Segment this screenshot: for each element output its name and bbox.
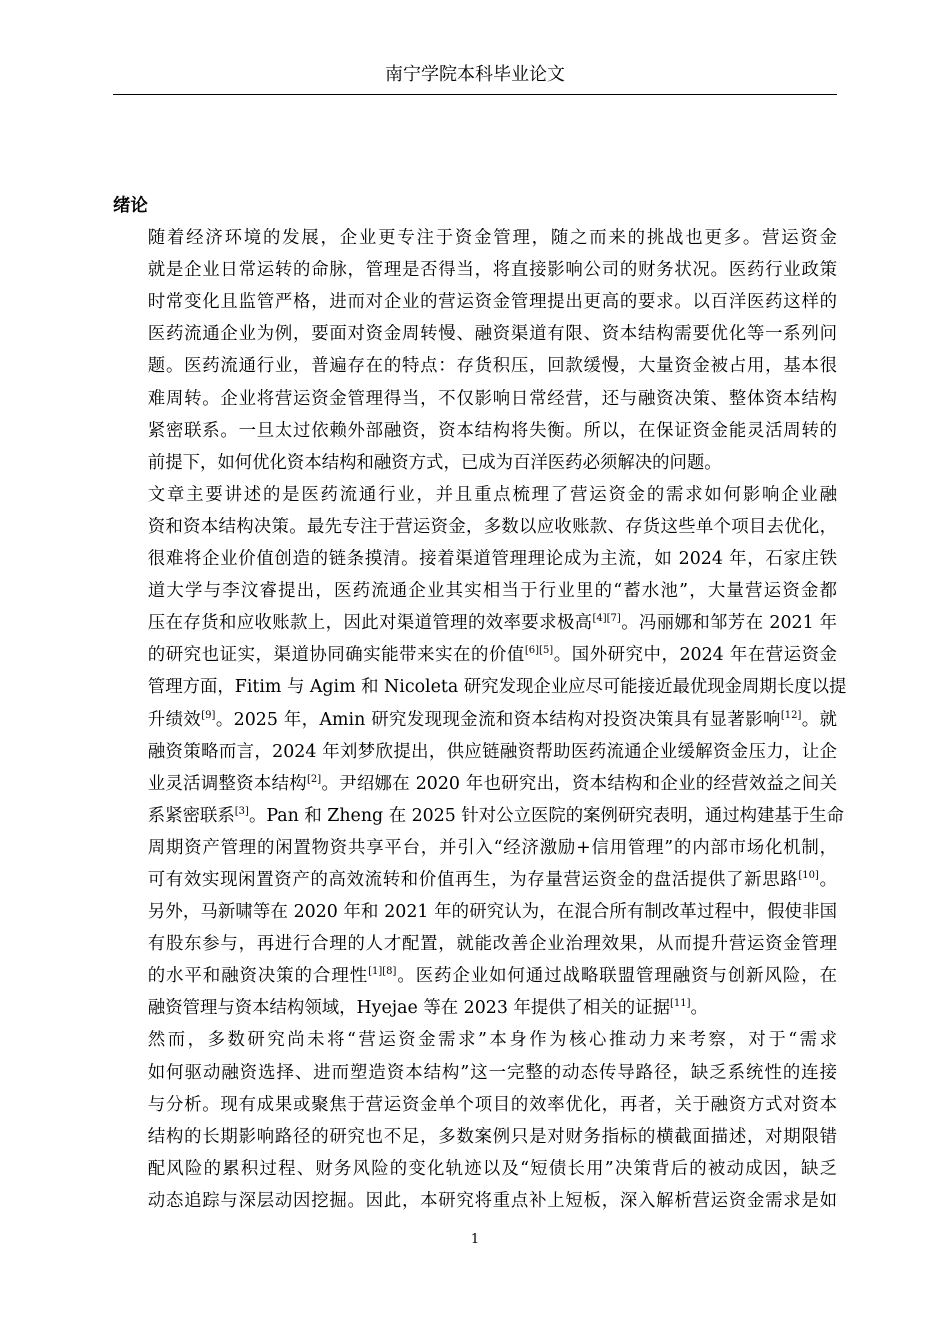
- text-line: [113, 768, 837, 800]
- text-segment: 业灵活调整资本结构: [147, 773, 307, 794]
- text-line: 很难将企业价值创造的链条摸清。接着渠道管理理论成为主流，如 2024 年，石家庄铁: [147, 549, 837, 570]
- text-line: 周期资产管理的闲置物资共享平台，并引入“经济激励+信用管理”的内部市场化机制，: [147, 837, 837, 858]
- text-line: 配风险的累积过程、财务风险的变化轨迹以及“短债长用”决策背后的被动成因，缺乏: [147, 1158, 837, 1179]
- text-line: 随着经济环境的发展，企业更专注于资金管理，随之而来的挑战也更多。营运资金: [147, 228, 837, 249]
- citation-ref: [4][7]: [592, 613, 621, 625]
- text-line: 融资策略而言，2024 年刘梦欣提出，供应链融资帮助医药流通企业缓解资金压力，让企: [147, 741, 837, 762]
- text-line: 管理方面，Fitim 与 Agim 和 Nicoleta 研究发现企业应尽可能接近最优现金周期长度以提: [147, 677, 847, 698]
- text-line: 结构的长期影响路径的研究也不足，多数案例只是对财务指标的横截面描述，对期限错: [147, 1126, 837, 1147]
- citation-ref: [11]: [669, 998, 691, 1010]
- text-line: 难周转。企业将营运资金管理得当，不仅影响日常经营，还与融资决策、整体资本结构: [147, 388, 837, 409]
- text-segment: 。尹绍娜在 2020 年也研究出，资本结构和企业的经营效益之间关: [321, 773, 837, 794]
- text-line: 另外，马新啸等在 2020 年和 2021 年的研究认为，在混合所有制改革过程中，假使非国: [147, 902, 837, 923]
- text-segment: 融资管理与资本结构领域，Hyejae 等在 2023 年提供了相关的证据: [147, 998, 670, 1019]
- body-paragraph: [113, 479, 847, 1025]
- document-body: [113, 190, 847, 1217]
- citation-ref: [9]: [201, 709, 216, 721]
- text-segment: 升绩效: [147, 709, 202, 730]
- citation-ref: [2]: [307, 773, 322, 785]
- text-segment: 的研究也证实，渠道协同确实能带来实在的价值: [147, 645, 525, 666]
- text-line: [113, 639, 837, 671]
- text-segment: 。2025 年，Amin 研究发现现金流和资本结构对投资决策具有显著影响: [215, 709, 781, 730]
- text-line: 有股东参与，再进行合理的人才配置，就能改善企业治理效果，从而提升营运资金管理: [147, 934, 837, 955]
- text-segment: 。就: [801, 709, 837, 730]
- text-line: 紧密联系。一旦太过依赖外部融资，资本结构将失衡。所以，在保证资金能灵活周转的: [147, 420, 837, 441]
- citation-ref: [10]: [798, 869, 819, 881]
- text-segment: 压在存货和应收账款上，因此对渠道管理的效率要求极高: [147, 613, 593, 634]
- text-line: 就是企业日常运转的命脉，管理是否得当，将直接影响公司的财务状况。医药行业政策: [147, 260, 837, 281]
- citation-ref: [3]: [234, 805, 249, 817]
- text-line: [113, 992, 837, 1024]
- text-line: 与分析。现有成果或聚焦于营运资金单个项目的效率优化，再者，关于融资方式对资本: [147, 1094, 837, 1115]
- header-rule: [113, 94, 837, 95]
- text-line: 然而，多数研究尚未将“营运资金需求”本身作为核心推动力来考察，对于“需求: [147, 1030, 837, 1051]
- text-line: 文章主要讲述的是医药流通行业，并且重点梳理了营运资金的需求如何影响企业融: [147, 484, 837, 505]
- citation-ref: [12]: [780, 709, 802, 721]
- text-line: [113, 800, 844, 832]
- text-segment: 。冯丽娜和邹芳在 2021 年: [620, 613, 837, 634]
- paragraphs-container: [113, 222, 847, 1217]
- text-segment: 可有效实现闲置资产的高效流转和价值再生，为存量营运资金的盘活提供了新思路: [147, 869, 799, 890]
- running-header: 南宁学院本科毕业论文: [385, 64, 565, 85]
- body-paragraph: [113, 222, 837, 479]
- text-line: [113, 607, 837, 639]
- text-line: 道大学与李汶睿提出，医药流通企业其实相当于行业里的“蓄水池”，大量营运资金都: [147, 581, 837, 602]
- text-segment: 的水平和融资决策的合理性: [147, 966, 369, 987]
- text-line: 资和资本结构决策。最先专注于营运资金，多数以应收账款、存货这些单个项目去优化，: [147, 516, 837, 537]
- text-line: 前提下，如何优化资本结构和融资方式，已成为百洋医药必须解决的问题。: [147, 452, 722, 473]
- text-line: 如何驱动融资选择、进而塑造资本结构”这一完整的动态传导路径，缺乏系统性的连接: [147, 1062, 837, 1083]
- citation-ref: [1][8]: [368, 966, 397, 978]
- text-line: [113, 864, 837, 896]
- text-segment: 。Pan 和 Zheng 在 2025 针对公立医院的案例研究表明，通过构建基于生命: [248, 805, 844, 826]
- text-line: 时常变化且监管严格，进而对企业的营运资金管理提出更高的要求。以百洋医药这样的: [147, 292, 837, 313]
- text-segment: 。: [818, 869, 837, 890]
- section-heading: 绪论: [113, 196, 148, 216]
- text-line: 题。医药流通行业，普遍存在的特点：存货积压，回款缓慢，大量资金被占用，基本很: [147, 356, 837, 377]
- text-line: 医药流通企业为例，要面对资金周转慢、融资渠道有限、资本结构需要优化等一系列问: [147, 324, 837, 345]
- text-segment: 。医药企业如何通过战略联盟管理融资与创新风险，在: [396, 966, 837, 987]
- page-number: 1: [470, 1232, 480, 1247]
- text-segment: 。: [690, 998, 708, 1019]
- citation-ref: [6][5]: [524, 645, 554, 657]
- text-segment: 。国外研究中，2024 年在营运资金: [553, 645, 837, 666]
- text-line: 动态追踪与深层动因挖掘。因此，本研究将重点补上短板，深入解析营运资金需求是如: [147, 1190, 837, 1211]
- body-paragraph: [113, 1024, 837, 1217]
- text-line: [113, 960, 837, 992]
- text-line: [113, 704, 837, 736]
- text-segment: 系紧密联系: [147, 805, 235, 826]
